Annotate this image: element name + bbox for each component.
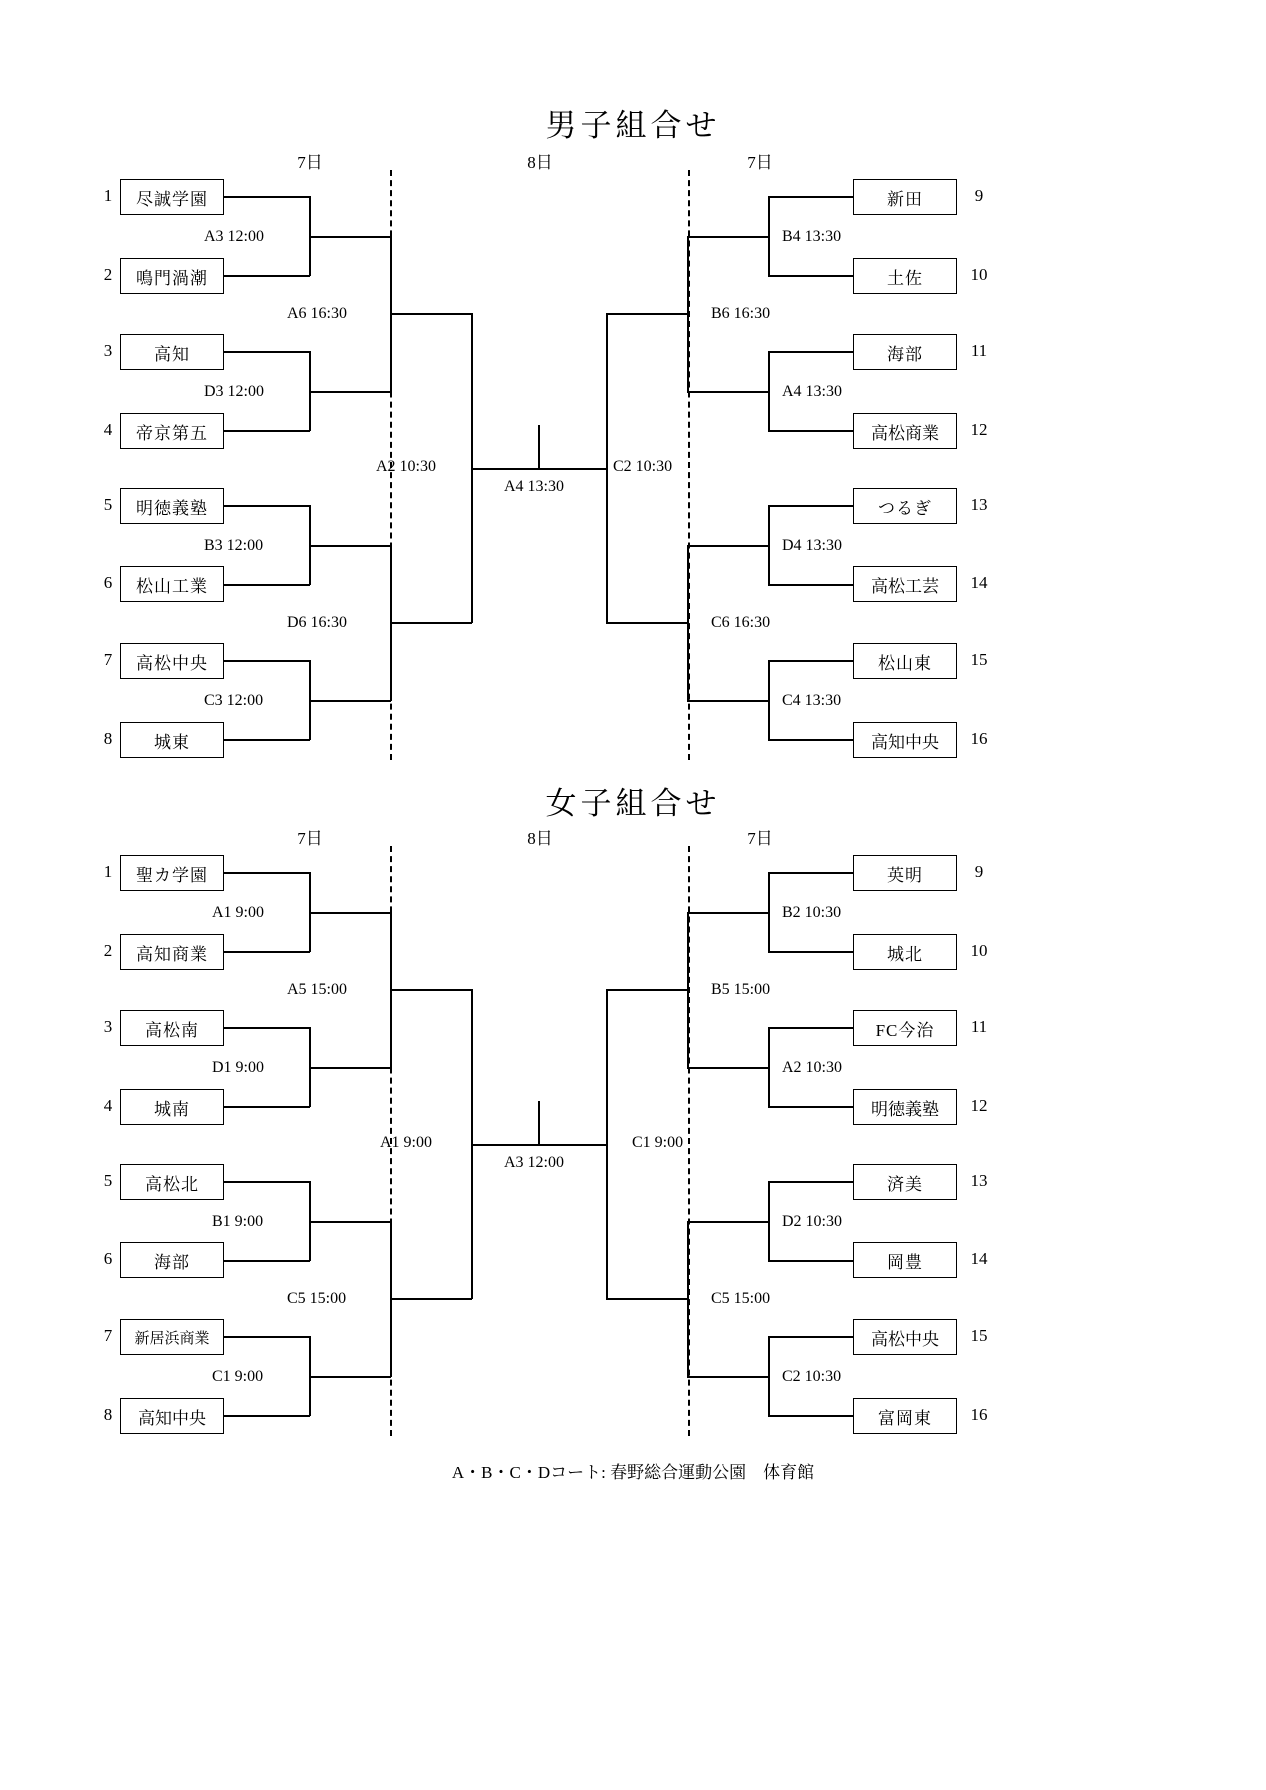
womens-match-left-r1-4: C1 9:00 [212,1368,264,1385]
mens-line [768,351,854,353]
womens-match-left-r1-2: D1 9:00 [212,1059,264,1076]
womens-match-right-r1-3: D2 10:30 [782,1213,842,1230]
womens-line [224,1106,310,1108]
mens-seed-10: 10 [970,265,988,284]
womens-line [224,1336,310,1338]
mens-line [768,505,770,585]
womens-line [768,1336,854,1338]
mens-day-label-left: 7日 [297,153,323,172]
mens-line [224,660,310,662]
womens-team-8: 高知中央 [120,1398,224,1434]
mens-team-10: 土佐 [853,258,957,294]
womens-match-right-r1-1: B2 10:30 [782,904,842,921]
mens-match-right-r1-1: B4 13:30 [782,228,842,245]
womens-team-16: 富岡東 [853,1398,957,1434]
womens-line [768,1181,770,1261]
womens-line [768,1181,854,1183]
mens-line [768,660,854,662]
womens-seed-2: 2 [103,941,113,960]
mens-line [224,505,310,507]
womens-match-left-r3: A1 9:00 [380,1134,432,1151]
mens-seed-2: 2 [103,265,113,284]
mens-seed-14: 14 [970,573,988,592]
mens-team-3: 高知 [120,334,224,370]
mens-seed-5: 5 [103,495,113,514]
mens-match-left-r1-2: D3 12:00 [204,383,264,400]
mens-line [687,545,769,547]
mens-line [687,700,769,702]
womens-seed-11: 11 [970,1017,988,1036]
mens-match-left-r3: A2 10:30 [376,458,436,475]
mens-seed-9: 9 [974,186,984,205]
mens-final-tick [538,425,540,469]
womens-day-label-left: 7日 [297,829,323,848]
mens-line [768,430,854,432]
mens-seed-6: 6 [103,573,113,592]
womens-line [768,1260,854,1262]
mens-seed-3: 3 [103,341,113,360]
womens-line [390,1298,472,1300]
mens-seed-7: 7 [103,650,113,669]
womens-match-left-r1-3: B1 9:00 [212,1213,264,1230]
mens-line [309,236,391,238]
mens-day-label-center: 8日 [527,153,553,172]
mens-match-right-r1-3: D4 13:30 [782,537,842,554]
womens-line [768,1336,770,1416]
womens-line [768,1027,770,1107]
womens-line [224,872,310,874]
mens-team-6: 松山工業 [120,566,224,602]
womens-line [768,1415,854,1417]
mens-team-14: 高松工芸 [853,566,957,602]
womens-line [687,912,769,914]
mens-line [606,622,688,624]
womens-day-label-center: 8日 [527,829,553,848]
womens-team-3: 高松南 [120,1010,224,1046]
mens-line [606,313,688,315]
womens-line [768,1106,854,1108]
womens-team-4: 城南 [120,1089,224,1125]
mens-match-right-r3: C2 10:30 [613,458,673,475]
mens-line [687,391,769,393]
womens-line [768,872,854,874]
mens-match-right-r2-2: C6 16:30 [711,614,771,631]
womens-line [606,1298,688,1300]
womens-seed-7: 7 [103,1326,113,1345]
womens-seed-8: 8 [103,1405,113,1424]
mens-team-1: 尽誠学園 [120,179,224,215]
womens-team-2: 高知商業 [120,934,224,970]
womens-team-11: FC今治 [853,1010,957,1046]
mens-line [768,196,854,198]
mens-match-left-r1-3: B3 12:00 [204,537,264,554]
womens-line [687,1067,769,1069]
mens-seed-15: 15 [970,650,988,669]
womens-seed-12: 12 [970,1096,988,1115]
mens-match-right-r1-2: A4 13:30 [782,383,842,400]
mens-match-right-r2-1: B6 16:30 [711,305,771,322]
mens-line [687,545,689,701]
mens-team-11: 海部 [853,334,957,370]
mens-team-5: 明徳義塾 [120,488,224,524]
mens-seed-16: 16 [970,729,988,748]
womens-team-10: 城北 [853,934,957,970]
mens-team-13: つるぎ [853,488,957,524]
womens-team-15: 高松中央 [853,1319,957,1355]
mens-seed-13: 13 [970,495,988,514]
womens-seed-1: 1 [103,862,113,881]
mens-line [224,275,310,277]
womens-line [309,1376,391,1378]
mens-line [768,660,770,740]
womens-line [687,1221,769,1223]
womens-match-left-r2-1: A5 15:00 [287,981,347,998]
womens-seed-10: 10 [970,941,988,960]
womens-line [768,1027,854,1029]
womens-final-tick [538,1101,540,1145]
mens-match-left-r2-1: A6 16:30 [287,305,347,322]
womens-line [309,1221,391,1223]
womens-seed-15: 15 [970,1326,988,1345]
mens-line [309,545,391,547]
womens-line [768,872,770,952]
womens-seed-4: 4 [103,1096,113,1115]
womens-line [309,912,391,914]
mens-line [768,739,854,741]
mens-match-final: A4 13:30 [504,478,564,495]
womens-line [224,1027,310,1029]
mens-match-left-r1-4: C3 12:00 [204,692,264,709]
mens-line [768,584,854,586]
mens-day-label-right: 7日 [747,153,773,172]
womens-seed-5: 5 [103,1171,113,1190]
womens-line [309,1067,391,1069]
mens-seed-8: 8 [103,729,113,748]
mens-match-left-r1-1: A3 12:00 [204,228,264,245]
venue-footer: A・B・C・Dコート: 春野総合運動公園 体育館 [451,1463,815,1482]
womens-match-left-r1-1: A1 9:00 [212,904,264,921]
mens-team-8: 城東 [120,722,224,758]
womens-title: 女子組合せ [545,786,721,821]
mens-team-2: 鳴門渦潮 [120,258,224,294]
womens-line [606,989,608,1299]
mens-line [224,196,310,198]
womens-line [390,989,472,991]
womens-line [224,1181,310,1183]
mens-line [687,236,769,238]
womens-line [224,1415,310,1417]
mens-line [309,700,391,702]
womens-line [224,1260,310,1262]
mens-match-right-r1-4: C4 13:30 [782,692,842,709]
mens-line [224,430,310,432]
mens-team-15: 松山東 [853,643,957,679]
womens-line [768,951,854,953]
mens-line [606,313,608,623]
mens-line [390,622,472,624]
womens-match-right-r1-4: C2 10:30 [782,1368,842,1385]
mens-team-9: 新田 [853,179,957,215]
womens-line [687,1221,689,1377]
womens-line [224,951,310,953]
womens-team-5: 高松北 [120,1164,224,1200]
womens-team-6: 海部 [120,1242,224,1278]
mens-line [390,313,472,315]
mens-team-4: 帝京第五 [120,413,224,449]
mens-line [768,275,854,277]
womens-match-right-r1-2: A2 10:30 [782,1059,842,1076]
womens-seed-6: 6 [103,1249,113,1268]
womens-match-right-r3: C1 9:00 [632,1134,684,1151]
womens-team-9: 英明 [853,855,957,891]
mens-line [224,584,310,586]
mens-seed-4: 4 [103,420,113,439]
womens-team-7: 新居浜商業 [120,1319,224,1355]
womens-line [687,1376,769,1378]
womens-line [606,989,688,991]
mens-team-12: 高松商業 [853,413,957,449]
womens-team-13: 済美 [853,1164,957,1200]
mens-line [768,351,770,431]
mens-line [224,351,310,353]
womens-team-14: 岡豊 [853,1242,957,1278]
mens-seed-1: 1 [103,186,113,205]
womens-seed-3: 3 [103,1017,113,1036]
womens-seed-13: 13 [970,1171,988,1190]
womens-seed-14: 14 [970,1249,988,1268]
mens-line [224,739,310,741]
mens-line [309,391,391,393]
womens-team-1: 聖カ学園 [120,855,224,891]
womens-match-final: A3 12:00 [504,1154,564,1171]
womens-seed-9: 9 [974,862,984,881]
mens-team-7: 高松中央 [120,643,224,679]
womens-match-left-r2-2: C5 15:00 [287,1290,347,1307]
womens-match-right-r2-2: C5 15:00 [711,1290,771,1307]
mens-line [687,236,689,392]
womens-day-label-right: 7日 [747,829,773,848]
mens-line [768,196,770,276]
mens-title: 男子組合せ [545,108,721,143]
mens-team-16: 高知中央 [853,722,957,758]
womens-seed-16: 16 [970,1405,988,1424]
mens-match-left-r2-2: D6 16:30 [287,614,347,631]
mens-seed-11: 11 [970,341,988,360]
womens-team-12: 明徳義塾 [853,1089,957,1125]
womens-line [687,912,689,1068]
mens-seed-12: 12 [970,420,988,439]
mens-line [768,505,854,507]
womens-match-right-r2-1: B5 15:00 [711,981,771,998]
